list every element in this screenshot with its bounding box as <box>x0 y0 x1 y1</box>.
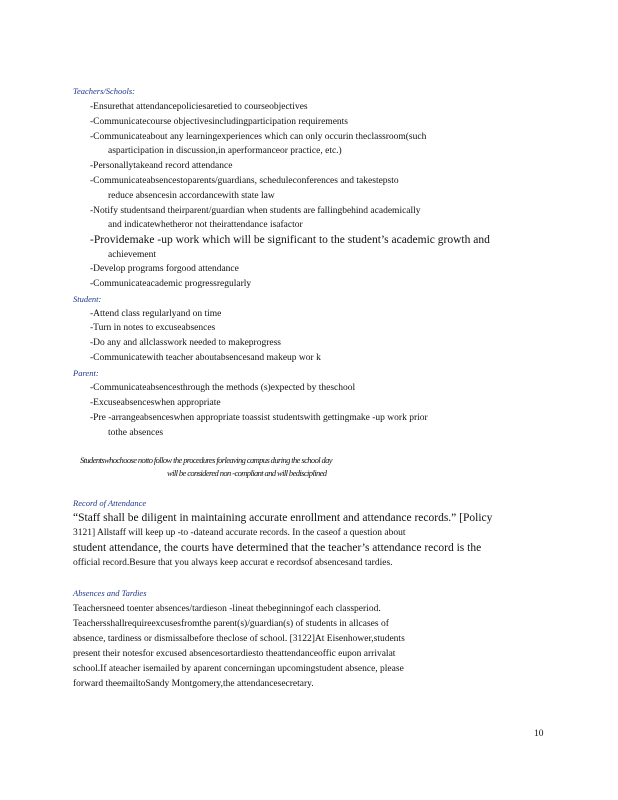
teachers-item-8: -Develop programs forgood attendance <box>90 264 239 274</box>
absences-line-1: Teachersneed toenter absences/tardieson -lineat thebeginningof each classperiod. <box>73 604 381 614</box>
absences-line-4: present their notesfor excused absencesortardiesto theattendanceoffic eupon arrivalat <box>73 649 396 659</box>
notice-line-2: will be considered non -compliant and will bedisciplined <box>167 468 327 478</box>
parent-item-2: -Excuseabsenceswhen appropriate <box>90 398 221 408</box>
student-item-3: -Do any and allclasswork needed to makeprogress <box>90 338 281 348</box>
page-number: 10 <box>534 729 544 739</box>
record-line-3: student attendance, the courts have determined that the teacher’s attendance record is the <box>73 542 482 554</box>
record-heading: Record of Attendance <box>73 498 147 508</box>
teachers-item-6-cont: and indicatewhetheror not theirattendance isafactor <box>108 220 303 230</box>
parent-item-1: -Communicateabsencesthrough the methods (s)expected by theschool <box>90 383 356 393</box>
student-heading: Student: <box>73 294 102 304</box>
absences-line-3: absence, tardiness or dismissalbefore theclose of school. [3122]At Eisenhower,students <box>73 634 405 644</box>
student-item-2: -Turn in notes to excuseabsences <box>90 323 216 333</box>
teachers-item-3-cont: asparticipation in discussion,in aperformanceor practice, etc.) <box>108 146 342 156</box>
teachers-item-1: -Ensurethat attendancepoliciesaretied to courseobjectives <box>90 102 308 112</box>
teachers-item-2: -Communicatecourse objectivesincludingparticipation requirements <box>90 117 349 127</box>
parent-item-3-cont: tothe absences <box>108 428 164 438</box>
teachers-item-5: -Communicateabsencestoparents/guardians, scheduleconferences and takestepsto <box>90 176 399 186</box>
student-item-4: -Communicatewith teacher aboutabsencesand makeup wor k <box>90 353 321 363</box>
absences-line-6: forward theemailtoSandy Montgomery,the attendancesecretary. <box>73 679 314 689</box>
teachers-item-3: -Communicateabout any learningexperiences which can only occurin theclassroom(such <box>90 132 427 142</box>
student-item-1: -Attend class regularlyand on time <box>90 309 222 319</box>
parent-item-3: -Pre -arrangeabsenceswhen appropriate toassist studentswith gettingmake -up work prior <box>90 413 428 423</box>
teachers-item-4: -Personallytakeand record attendance <box>90 161 233 171</box>
record-line-2: 3121] Allstaff will keep up -to -dateand accurate records. In the caseof a question about <box>73 528 406 538</box>
teachers-item-7: -Providemake -up work which will be significant to the student’s academic growth and <box>90 234 490 246</box>
absences-line-2: Teachersshallrequireexcusesfromthe parent(s)/guardian(s) of students in allcases of <box>73 619 389 629</box>
record-line-1: “Staff shall be diligent in maintaining accurate enrollment and attendance records.” [Policy <box>73 512 493 524</box>
teachers-item-5-cont: reduce absencesin accordancewith state law <box>108 191 275 201</box>
teachers-item-9: -Communicateacademic progressregularly <box>90 279 252 289</box>
parent-heading: Parent: <box>73 368 99 378</box>
absences-heading: Absences and Tardies <box>73 588 147 598</box>
teachers-heading: Teachers/Schools: <box>73 86 136 96</box>
record-line-4: official record.Besure that you always keep accurat e recordsof absencesand tardies. <box>73 558 393 568</box>
teachers-item-6: -Notify studentsand theirparent/guardian when students are fallingbehind academically <box>90 206 421 216</box>
teachers-item-7-cont: achievement <box>108 250 157 260</box>
notice-line-1: Studentswhochoose notto follow the procedures forleaving campus during the school day <box>80 455 332 465</box>
absences-line-5: school.If ateacher isemailed by aparent concerningan upcomingstudent absence, please <box>73 664 404 674</box>
